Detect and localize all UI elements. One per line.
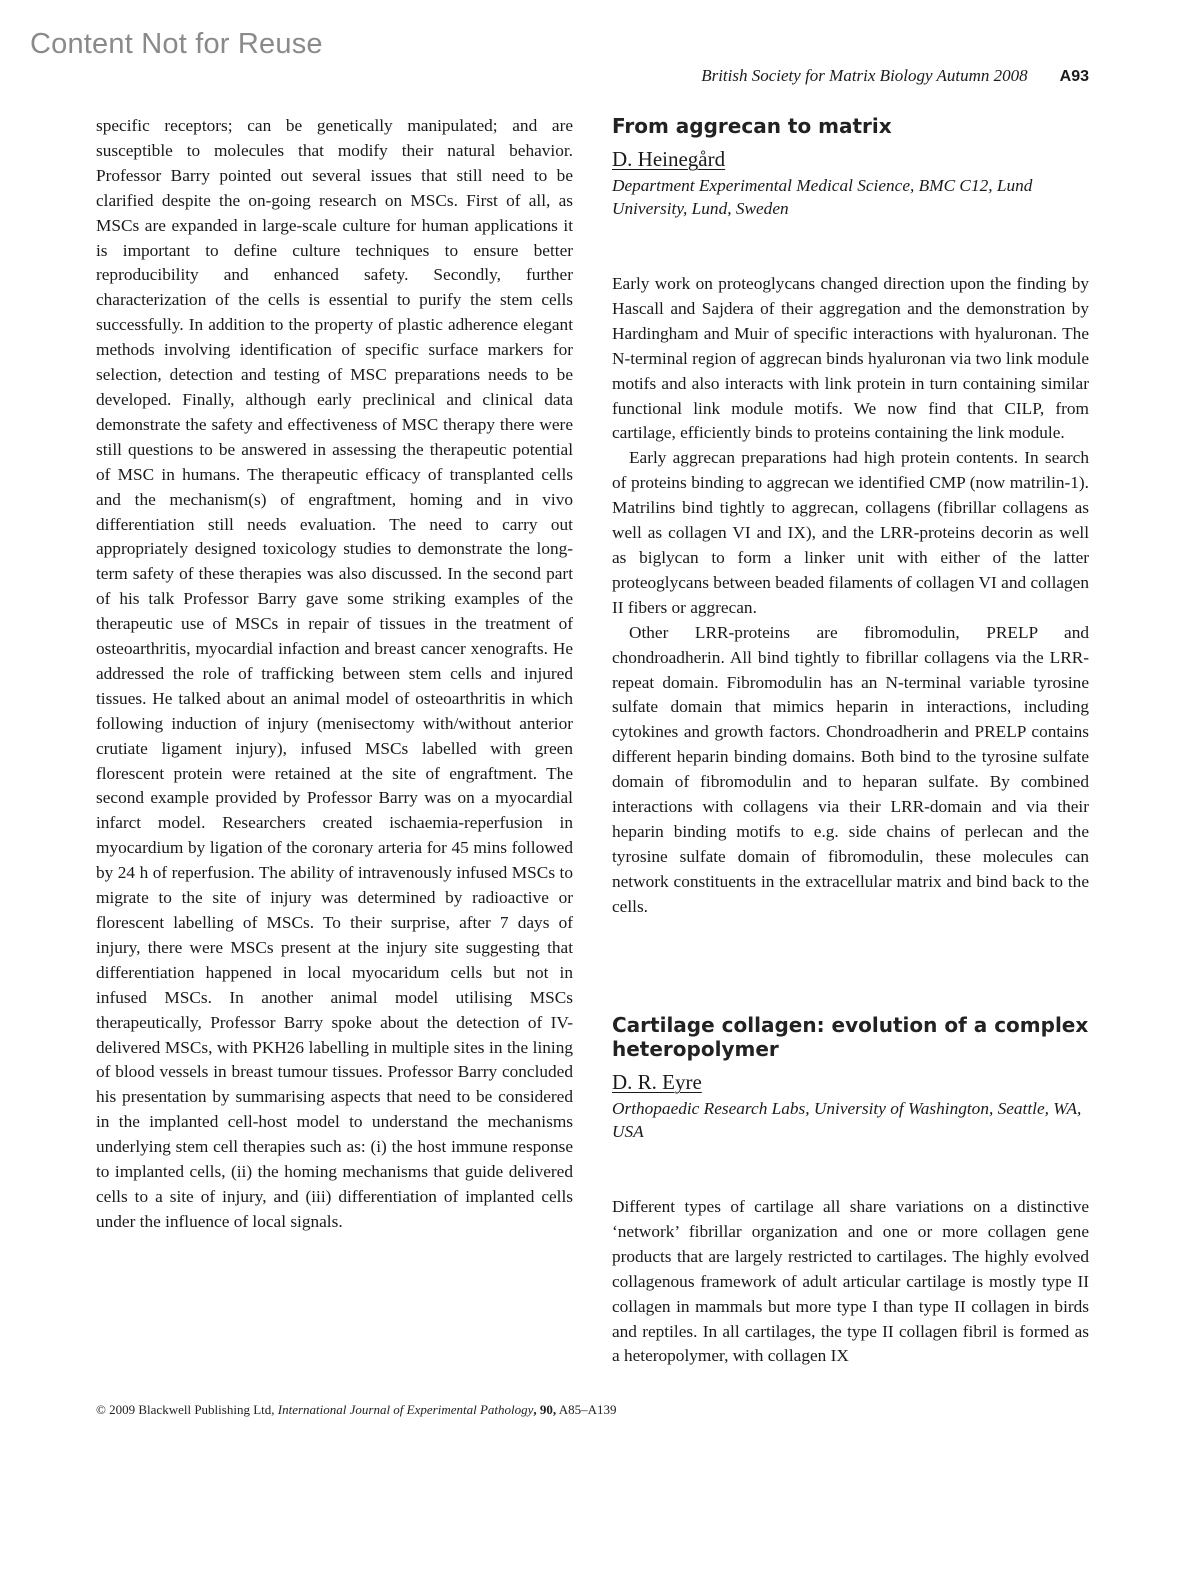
footer-copyright: © 2009 Blackwell Publishing Ltd, — [96, 1402, 278, 1417]
page-number: A93 — [1059, 68, 1089, 85]
abstract-paragraph: Early work on proteoglycans changed direction upon the finding by Hascall and Sajdera of their aggregation and the demonstration by Hardingham and Muir of specific interactions with hyaluronan. The N-terminal region of aggrecan binds hyaluronan via two link module motifs and also interacts with link protein in turn containing similar functional link module motifs. We now find that CILP, from cartilage, efficiently binds to proteins containing the link module. — [612, 274, 1089, 443]
abstract-title: From aggrecan to matrix — [612, 114, 892, 138]
abstract-author: D. R. Eyre — [612, 1070, 702, 1094]
watermark: Content Not for Reuse — [30, 28, 323, 60]
abstract-from-aggrecan — [612, 114, 1089, 920]
running-head — [701, 66, 1089, 86]
left-column — [96, 114, 573, 1235]
abstract-paragraph: Early aggrecan preparations had high protein contents. In search of proteins binding to aggrecan we identified CMP (now matrilin-1). Matrilins bind tightly to aggrecan, collagens (fibrillar collagens as well as collagen VI and IX), and the LRR-proteins decorin as well as biglycan to form a linker unit with either of the latter proteoglycans between beaded filaments of collagen VI and collagen II fibers or aggrecan. — [612, 448, 1089, 617]
abstract-affiliation: Orthopaedic Research Labs, University of Washington, Seattle, WA, USA — [612, 1099, 1082, 1141]
footer-journal: International Journal of Experimental Pathology — [277, 1402, 534, 1417]
page-footer — [96, 1402, 616, 1418]
abstract-affiliation: Department Experimental Medical Science, BMC C12, Lund University, Lund, Sweden — [612, 176, 1033, 218]
footer-volume: , 90, — [533, 1402, 557, 1417]
abstract-author: D. Heinegård — [612, 147, 726, 171]
running-head-journal: British Society for Matrix Biology Autumn 2008 — [701, 66, 1028, 85]
abstract-paragraph: Other LRR-proteins are fibromodulin, PRELP and chondroadherin. All bind tightly to fibrillar collagens via the LRR-repeat domain. Fibromodulin has an N-terminal variable tyrosine sulfate domain that mimics heparin in interactions, including cytokines and growth factors. Chondroadherin and PRELP contains different heparin binding domains. Both bind to the tyrosine sulfate domain of fibromodulin and to heparan sulfate. By combined interactions with collagens via their LRR-domain and via their heparin binding motifs to e.g. side chains of perlecan and the tyrosine sulfate domain of fibromodulin, these molecules can network constituents in the extracellular matrix and bind back to the cells. — [612, 622, 1089, 916]
footer-pages: A85–A139 — [556, 1402, 617, 1417]
abstract-title: Cartilage collagen: evolution of a complex heteropolymer — [612, 1013, 1089, 1061]
abstract-paragraph: Different types of cartilage all share variations on a distinctive ‘network’ fibrillar organization and one or more collagen gene products that are largely restricted to cartilages. The highly evolved collagenous framework of adult articular cartilage is mostly type II collagen in mammals but more type I than type II collagen in birds and reptiles. In all cartilages, the type II collagen fibril is formed as a heteropolymer, with collagen IX — [612, 1197, 1089, 1366]
abstract-cartilage-collagen — [612, 1013, 1089, 1369]
left-column-paragraph: specific receptors; can be genetically manipulated; and are susceptible to molecules that modify their natural behavior. Professor Barry pointed out several issues that still need to be clarified despite the on-going research on MSCs. First of all, as MSCs are expanded in large-scale culture for human applications it is important to define culture techniques to ensure better reproducibility and enhanced safety. Secondly, further characterization of the cells is essential to purify the stem cells successfully. In addition to the property of plastic adherence elegant methods involving identification of specific surface markers for selection, detection and testing of MSC preparations needs to be developed. Finally, although early preclinical and clinical data demonstrate the safety and effectiveness of MSC therapy there were still questions to be answered in assessing the therapeutic potential of MSC in humans. The therapeutic efficacy of transplanted cells and the mechanism(s) of engraftment, homing and in vivo differentiation still needs evaluation. The need to carry out appropriately designed toxicology studies to demonstrate the long-term safety of these therapies was also discussed. In the second part of his talk Professor Barry gave some striking examples of the therapeutic use of MSCs in repair of tissues in the treatment of osteoarthritis, myocardial infaction and breast cancer xenografts. He addressed the role of trafficking between stem cells and injured tissues. He talked about an animal model of osteoarthritis in which following induction of injury (menisectomy with/without anterior crutiate ligament injury), infused MSCs labelled with green florescent protein were retained at the site of engraftment. The second example provided by Professor Barry was on a myocardial infarct model. Researchers created ischaemia-reperfusion in myocardium by ligation of the coronary arteria for 45 mins followed by 24 h of reperfusion. The ability of intravenously infused MSCs to migrate to the site of injury was determined by radioactive or florescent labelling of MSCs. To their surprise, after 7 days of injury, there were MSCs present at the injury site suggesting that differentiation happened in local myocaridum cells but not in infused MSCs. In another animal model utilising MSCs therapeutically, Professor Barry spoke about the detection of IV-delivered MSCs, with PKH26 labelling in multiple sites in the lining of blood vessels in breast tumour tissues. Professor Barry concluded his presentation by summarising aspects that need to be considered in the implanted cell-host model to understand the mechanisms underlying stem cell therapies such as: (i) the host immune response to implanted cells, (ii) the homing mechanisms that guide delivered cells to a site of injury, and (iii) differentiation of implanted cells under the influence of local signals. — [96, 116, 573, 1231]
